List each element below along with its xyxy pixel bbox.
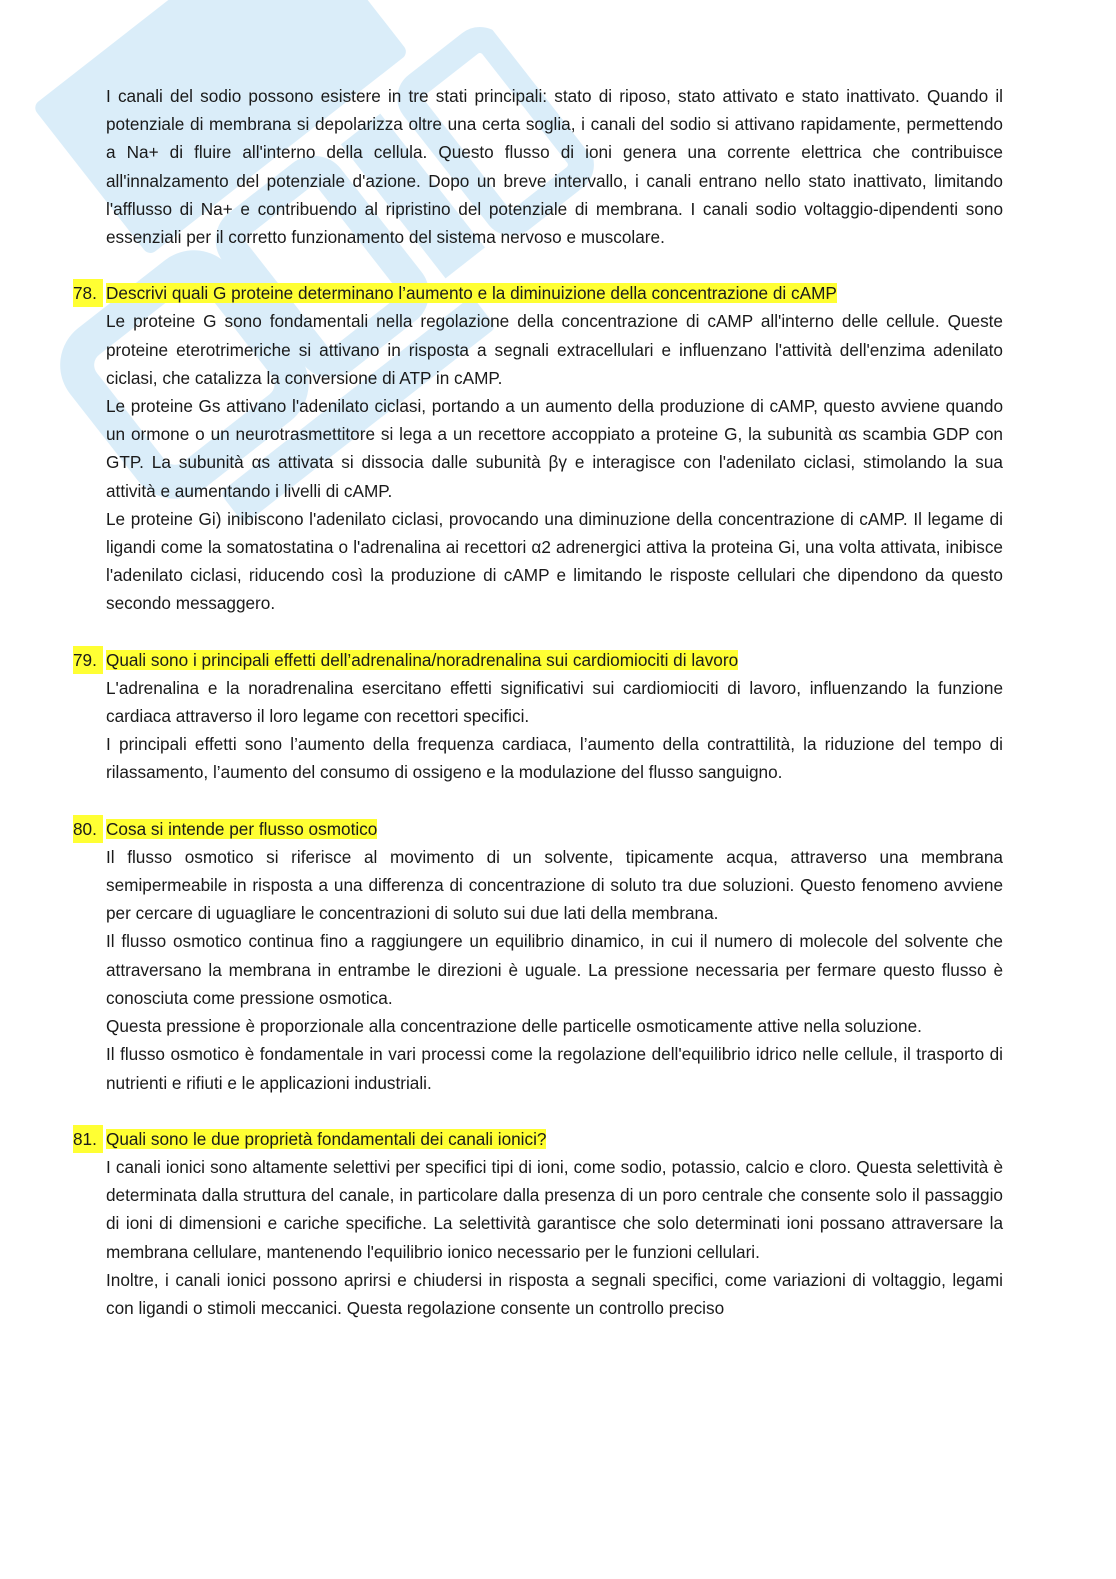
intro-block (106, 82, 1003, 251)
answer-paragraph: I principali effetti sono l’aumento della frequenza cardiaca, l’aumento della contrattilità, la riduzione del tempo di rilassamento, l’aumento del consumo di ossigeno e la modulazione del flusso sanguigno. (106, 734, 1003, 783)
question-title: Descrivi quali G proteine determinano l’aumento e la diminuizione della concentrazione di cAMP (106, 283, 837, 304)
answer-paragraph: I canali ionici sono altamente selettivi per specifici tipi di ioni, come sodio, potassio, calcio e cloro. Questa selettività è determinata dalla struttura del canale, in particolare dalla presenza di un poro centrale che consente solo il passaggio di ioni di dimensioni e cariche specifiche. La selettività garantisce che solo determinati ioni possano attraversare la membrana cellulare, mantenendo l'equilibrio ionico necessario per le funzioni cellulari. (106, 1156, 1003, 1262)
question-number: 80. (73, 815, 103, 843)
answer-paragraph: Il flusso osmotico continua fino a raggiungere un equilibrio dinamico, in cui il numero di molecole del solvente che attraversano la membrana in entrambe le direzioni è uguale. La pressione necessaria per fermare questo flusso è conosciuta come pressione osmotica. (106, 931, 1003, 1008)
question-number: 78. (73, 279, 103, 307)
document-page (73, 82, 1003, 1350)
question-number: 81. (73, 1125, 103, 1153)
answer-paragraph: Le proteine Gs attivano l'adenilato ciclasi, portando a un aumento della produzione di cAMP, questo avviene quando un ormone o un neurotrasmettitore si lega a un recettore accoppiato a proteine G, la subunità αs scambia GDP con GTP. La subunità αs attivata si dissocia dalle subunità βγ e interagisce con l'adenilato ciclasi, stimolando la sua attività e aumentando i livelli di cAMP. (106, 396, 1003, 501)
question-79 (73, 646, 1003, 787)
intro-paragraph: I canali del sodio possono esistere in tre stati principali: stato di riposo, stato attivato e stato inattivato. Quando il potenziale di membrana si depolarizza oltre una certa soglia, i canali del sodio si attivano rapidamente, permettendo a Na+ di fluire all'interno della cellula. Questo flusso di ioni genera una corrente elettrica che contribuisce all'innalzamento del potenziale d'azione. Dopo un breve intervallo, i canali entrano nello stato inattivato, limitando l'afflusso di Na+ e contribuendo al ripristino del potenziale di membrana. I canali sodio voltaggio-dipendenti sono essenziali per il corretto funzionamento del sistema nervoso e muscolare. (106, 86, 1003, 248)
answer-paragraph: Il flusso osmotico è fondamentale in vari processi come la regolazione dell'equilibrio idrico nelle cellule, il trasporto di nutrienti e rifiuti e le applicazioni industriali. (106, 1044, 1003, 1093)
question-title: Quali sono i principali effetti dell’adrenalina/noradrenalina sui cardiomiociti di lavoro (106, 649, 739, 670)
question-heading (73, 646, 1003, 674)
answer-paragraph: Le proteine G sono fondamentali nella regolazione della concentrazione di cAMP all'interno delle cellule. Queste proteine eterotrimeriche si attivano in risposta a segnali extracellulari e influenzano l'attività dell'enzima adenilato ciclasi, che catalizza la conversione di ATP in cAMP. (106, 311, 1003, 388)
question-title: Cosa si intende per flusso osmotico (106, 818, 378, 839)
answer-paragraph: Le proteine Gi) inibiscono l'adenilato ciclasi, provocando una diminuzione della concentrazione di cAMP. Il legame di ligandi come la somatostatina o l'adrenalina ai recettori α2 adrenergici attiva la proteina Gi, una volta attivata, inibisce l'adenilato ciclasi, riducendo così la produzione di cAMP e limitando le risposte cellulari che dipendono da questo secondo messaggero. (106, 508, 1003, 614)
question-number: 79. (73, 646, 103, 674)
answer-paragraph: Inoltre, i canali ionici possono aprirsi e chiudersi in risposta a segnali specifici, come variazioni di voltaggio, legami con ligandi o stimoli meccanici. Questa regolazione consente un controllo preciso (106, 1269, 1003, 1318)
answer-paragraph: L'adrenalina e la noradrenalina esercitano effetti significativi sui cardiomiociti di lavoro, influenzando la funzione cardiaca attraverso il loro legame con recettori specifici. (106, 677, 1003, 727)
question-78 (73, 279, 1003, 617)
question-80 (73, 815, 1003, 1097)
question-81 (73, 1125, 1003, 1322)
answer-paragraph: Il flusso osmotico si riferisce al movimento di un solvente, tipicamente acqua, attraverso una membrana semipermeabile in risposta a una differenza di concentrazione di soluto tra due soluzioni. Questo fenomeno avviene per cercare di uguagliare le concentrazioni di soluto sui due lati della membrana. (106, 846, 1003, 924)
question-heading (73, 815, 1003, 843)
question-heading (73, 279, 1003, 307)
question-heading (73, 1125, 1003, 1153)
question-title: Quali sono le due proprietà fondamentali dei canali ionici? (106, 1128, 547, 1149)
answer-paragraph: Questa pressione è proporzionale alla concentrazione delle particelle osmoticamente attive nella soluzione. (106, 1016, 922, 1037)
